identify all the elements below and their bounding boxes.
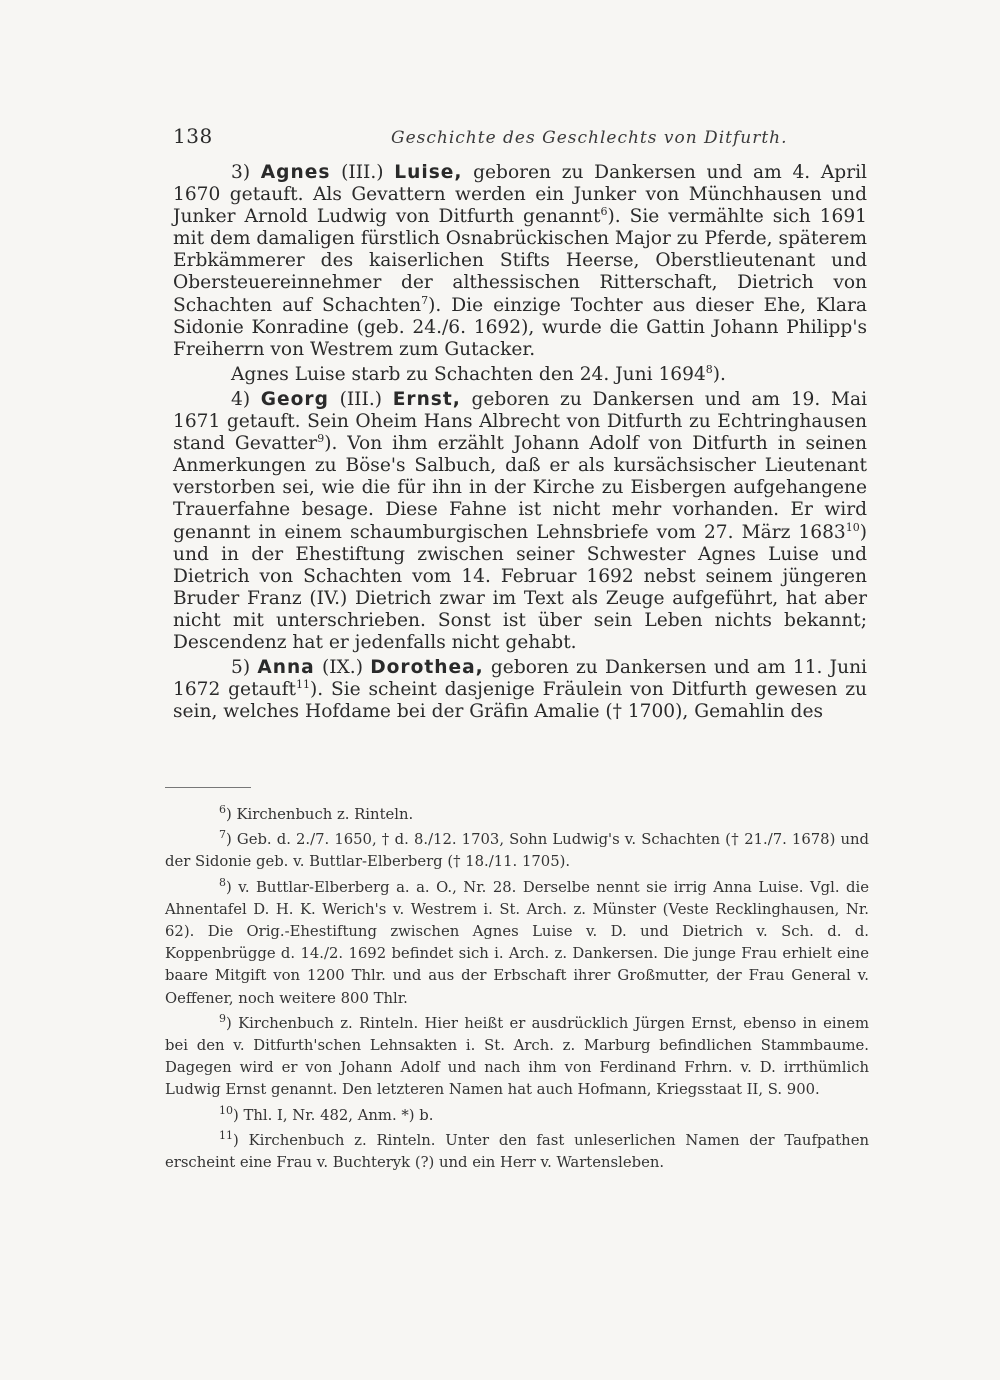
paragraph-text: geboren zu Dankersen und am 4. April 1670 getauft. Als Gevattern werden ein Junker von Münchhausen und Junker Arnold Ludwig von Ditfurth genannt: [173, 162, 867, 228]
footnote-marker: 10: [219, 1103, 233, 1117]
paragraph-agnes-death: [173, 364, 867, 386]
paragraph-georg-ernst: [173, 389, 867, 654]
footnote-ref: 11: [295, 677, 310, 691]
paragraph-text: Agnes Luise starb zu Schachten den 24. Juni 1694: [231, 363, 706, 385]
footnote-ref: 10: [845, 520, 860, 534]
footnote: [165, 1105, 869, 1127]
footnote-ref: 8: [705, 362, 713, 376]
footnote-ref: 6: [600, 205, 608, 218]
ordinal: (III.): [328, 388, 393, 410]
person-name: Luise,: [394, 162, 463, 183]
paragraph-text: ). Von ihm erzählt Johann Adolf von Ditfurth in seinen Anmerkungen zu Böse's Salbuch, daß er als kursächsischer Lieutenant verstorben sei, wie die für ihn in der Kirche zu Eisbergen aufgehangene Trauerfahne besage. Diese Fahne ist nicht mehr vorhanden. Er wird genannt in einem schaumburgischen Lehnsbriefe vom 27. März 1683: [173, 433, 867, 543]
paragraph-text: ).: [712, 363, 726, 385]
paragraph-text: geboren zu Dankersen und am 11. Juni 1672 getauft: [173, 657, 868, 701]
footnote: [165, 804, 869, 826]
ordinal: (IX.): [314, 657, 371, 679]
footnote-text: ) Kirchenbuch z. Rinteln. Unter den fast unleserlichen Namen der Taufpathen erscheint eine Frau v. Buchteryk (?) und ein Herr v. Wartensleben.: [165, 1131, 869, 1172]
footnote-text: ) Geb. d. 2./7. 1650, † d. 8./12. 1703, Sohn Ludwig's v. Schachten († 21./7. 1678) und der Sidonie geb. v. Buttlar-Elberberg († 18./11. 1705).: [165, 831, 869, 871]
entry-number: 5): [231, 657, 258, 679]
footnote-marker: 7: [219, 828, 226, 842]
running-title: Geschichte des Geschlechts von Ditfurth.: [391, 128, 788, 148]
paragraph-anna-dorothea: [173, 657, 867, 723]
person-name: Dorothea,: [370, 657, 484, 679]
person-name: Ernst,: [392, 388, 461, 410]
ordinal: (III.): [330, 162, 395, 183]
footnote-marker: 6: [219, 803, 226, 817]
paragraph-text: ) und in der Ehestiftung zwischen seiner Schwester Agnes Luise und Dietrich von Schachten vom 14. Februar 1692 nebst seinem jüngeren Bruder Franz (IV.) Dietrich zwar im Text als Zeuge aufgeführt, hat aber nicht mit unterschrieben. Sonst ist über sein Leben nichts bekannt; Descendenz hat er jedenfalls nicht gehabt.: [173, 521, 867, 653]
person-name: Georg: [260, 388, 329, 410]
paragraph-text: geboren zu Dankersen und am 19. Mai 1671 getauft. Sein Oheim Hans Albrecht von Ditfurth zu Echtringhausen stand Gevatter: [173, 388, 868, 455]
footnote-ref: 9: [317, 431, 325, 445]
footnote-ref: 7: [421, 293, 429, 307]
paragraph-text: ). Die einzige Tochter aus dieser Ehe, Klara Sidonie Konradine (geb. 24./6. 1692), wurde die Gattin Johann Philipp's Freiherrn von Westrem zum Gutacker.: [173, 294, 867, 360]
footnotes: [165, 804, 869, 1174]
footnote: [165, 829, 869, 873]
footnote-text: ) Thl. I, Nr. 482, Anm. *) b.: [233, 1106, 434, 1124]
footnote: [165, 1130, 869, 1174]
person-name: Agnes: [260, 162, 331, 183]
footnote-text: ) Kirchenbuch z. Rinteln.: [226, 806, 414, 823]
footnote-marker: 9: [219, 1011, 226, 1025]
running-head: [173, 124, 873, 158]
paragraph-text: ). Sie vermählte sich 1691 mit dem damaligen fürstlich Osnabrückischen Major zu Pferde, späterem Erbkämmerer des kaiserlichen Stifts Heerse, Oberstlieutenant und Obersteuereinnehmer der althessischen Ritterschaft, Dietrich von Schachten auf Schachten: [173, 206, 867, 316]
footnote-marker: 8: [219, 875, 226, 889]
entry-number: 4): [231, 388, 261, 410]
footnote: [165, 877, 869, 1010]
footnote-marker: 11: [219, 1128, 233, 1142]
entry-number: 3): [231, 162, 261, 183]
paragraph-agnes-luise: [173, 162, 867, 361]
person-name: Anna: [257, 657, 315, 679]
footnote: [165, 1013, 869, 1102]
footnote-text: ) v. Buttlar-Elberberg a. a. O., Nr. 28. Derselbe nennt sie irrig Anna Luise. Vgl. die Ahnentafel D. H. K. Werich's v. Westrem i. St. Arch. z. Münster (Veste Recklinghausen, Nr. 62). Die Orig.-Ehestiftung zwischen Agnes Luise v. D. und Dietrich v. Sch. d. d. Koppenbrügge d. 14./2. 1692 befindet sich i. Arch. z. Dankersen. Die junge Frau erhielt eine baare Mitgift von 1200 Thlr. und aus der Erbschaft ihrer Großmutter, der Frau General v. Oeffener, noch weitere 800 Thlr.: [165, 878, 869, 1007]
footnote-text: ) Kirchenbuch z. Rinteln. Hier heißt er ausdrücklich Jürgen Ernst, ebenso in einem bei den v. Ditfurth'schen Lehnsakten i. St. Arch. z. Marburg befindlichen Stammbaume. Dagegen wird er von Johann Adolf und nach ihm von Ferdinand Frhrn. v. D. irrthümlich Ludwig Ernst genannt. Den letzteren Namen hat auch Hofmann, Kriegsstaat II, S. 900.: [165, 1014, 869, 1099]
page-number: 138: [173, 124, 213, 148]
paragraph-text: ). Sie scheint dasjenige Fräulein von Ditfurth gewesen zu sein, welches Hofdame bei der Gräfin Amalie († 1700), Gemahlin des: [173, 679, 867, 723]
main-text: [173, 162, 867, 723]
footnote-divider: [165, 787, 251, 788]
